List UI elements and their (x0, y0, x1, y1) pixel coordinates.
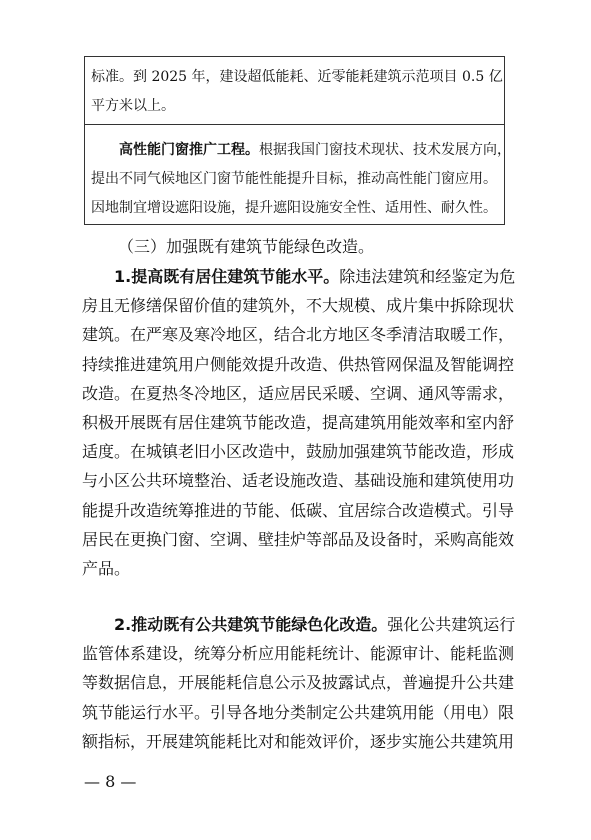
text-line: 房且无修缮保留价值的建筑外，不大规模、成片集中拆除现状 (82, 296, 515, 316)
text-line: 产品。 (82, 559, 131, 579)
table-cell-text (91, 63, 503, 121)
text-line: 积极开展既有居住建筑节能改造，提高建筑用能效率和室内舒 (82, 413, 515, 433)
text-line: 因地制宜增设遮阳设施，提升遮阳设施安全性、适用性、耐久性。 (91, 200, 497, 216)
text-line: 适度。在城镇老旧小区改造中，鼓励加强建筑节能改造，形成 (82, 442, 515, 462)
table-cell-top (84, 56, 505, 124)
text-line: 平方米以上。 (91, 98, 175, 114)
text-fragment: 强化公共建筑运行 (387, 615, 516, 634)
table-cell-text (91, 136, 511, 223)
text-line: 持续推进建筑用户侧能效提升改造、供热管网保温及智能调控 (82, 354, 515, 374)
text-line: 标准。到 2025 年，建设超低能耗、近零能耗建筑示范项目 0.5 亿 (91, 69, 503, 85)
paragraph-title: 1.提高既有居住建筑节能水平。 (114, 267, 340, 286)
text-line: 提出不同气候地区门窗节能性能提升目标，推动高性能门窗应用。 (91, 171, 497, 187)
paragraph-public (82, 610, 516, 756)
paragraph-residential (82, 262, 516, 583)
text-line: 筑节能运行水平。引导各地分类制定公共建筑用能（用电）限 (82, 702, 515, 722)
text-line: 改造。在夏热冬冷地区，适应居民采暖、空调、通风等需求， (82, 383, 515, 403)
text-line (82, 262, 516, 291)
section-heading: （三）加强既有建筑节能绿色改造。 (118, 237, 375, 256)
text-line: 与小区公共环境整治、适老设施改造、基础设施和建筑使用功 (82, 471, 515, 491)
page-number: — 8 — (84, 772, 137, 791)
paragraph-title: 2.推动既有公共建筑节能绿色化改造。 (114, 615, 388, 634)
text-line: 监管体系建设，统筹分析应用能耗统计、能源审计、能耗监测 (82, 644, 515, 664)
text-line: 建筑。在严寒及寒冷地区，结合北方地区冬季清洁取暖工作， (82, 325, 515, 345)
project-title: 高性能门窗推广工程。 (119, 142, 259, 158)
text-line: 能提升改造统筹推进的节能、低碳、宜居综合改造模式。引导 (82, 500, 515, 520)
text-fragment: 除违法建筑和经鉴定为危 (339, 267, 516, 286)
text-line (82, 610, 516, 639)
text-line: 等数据信息，开展能耗信息公示及披露试点，普遍提升公共建 (82, 673, 515, 693)
text-line: 居民在更换门窗、空调、壁挂炉等部品及设备时，采购高能效 (82, 529, 515, 549)
text-fragment: 根据我国门窗技术现状、技术发展方向， (259, 142, 511, 158)
text-line: 额指标，开展建筑能耗比对和能效评价，逐步实施公共建筑用 (82, 731, 515, 751)
text-line (91, 136, 511, 165)
table-cell-window-project (84, 124, 511, 225)
